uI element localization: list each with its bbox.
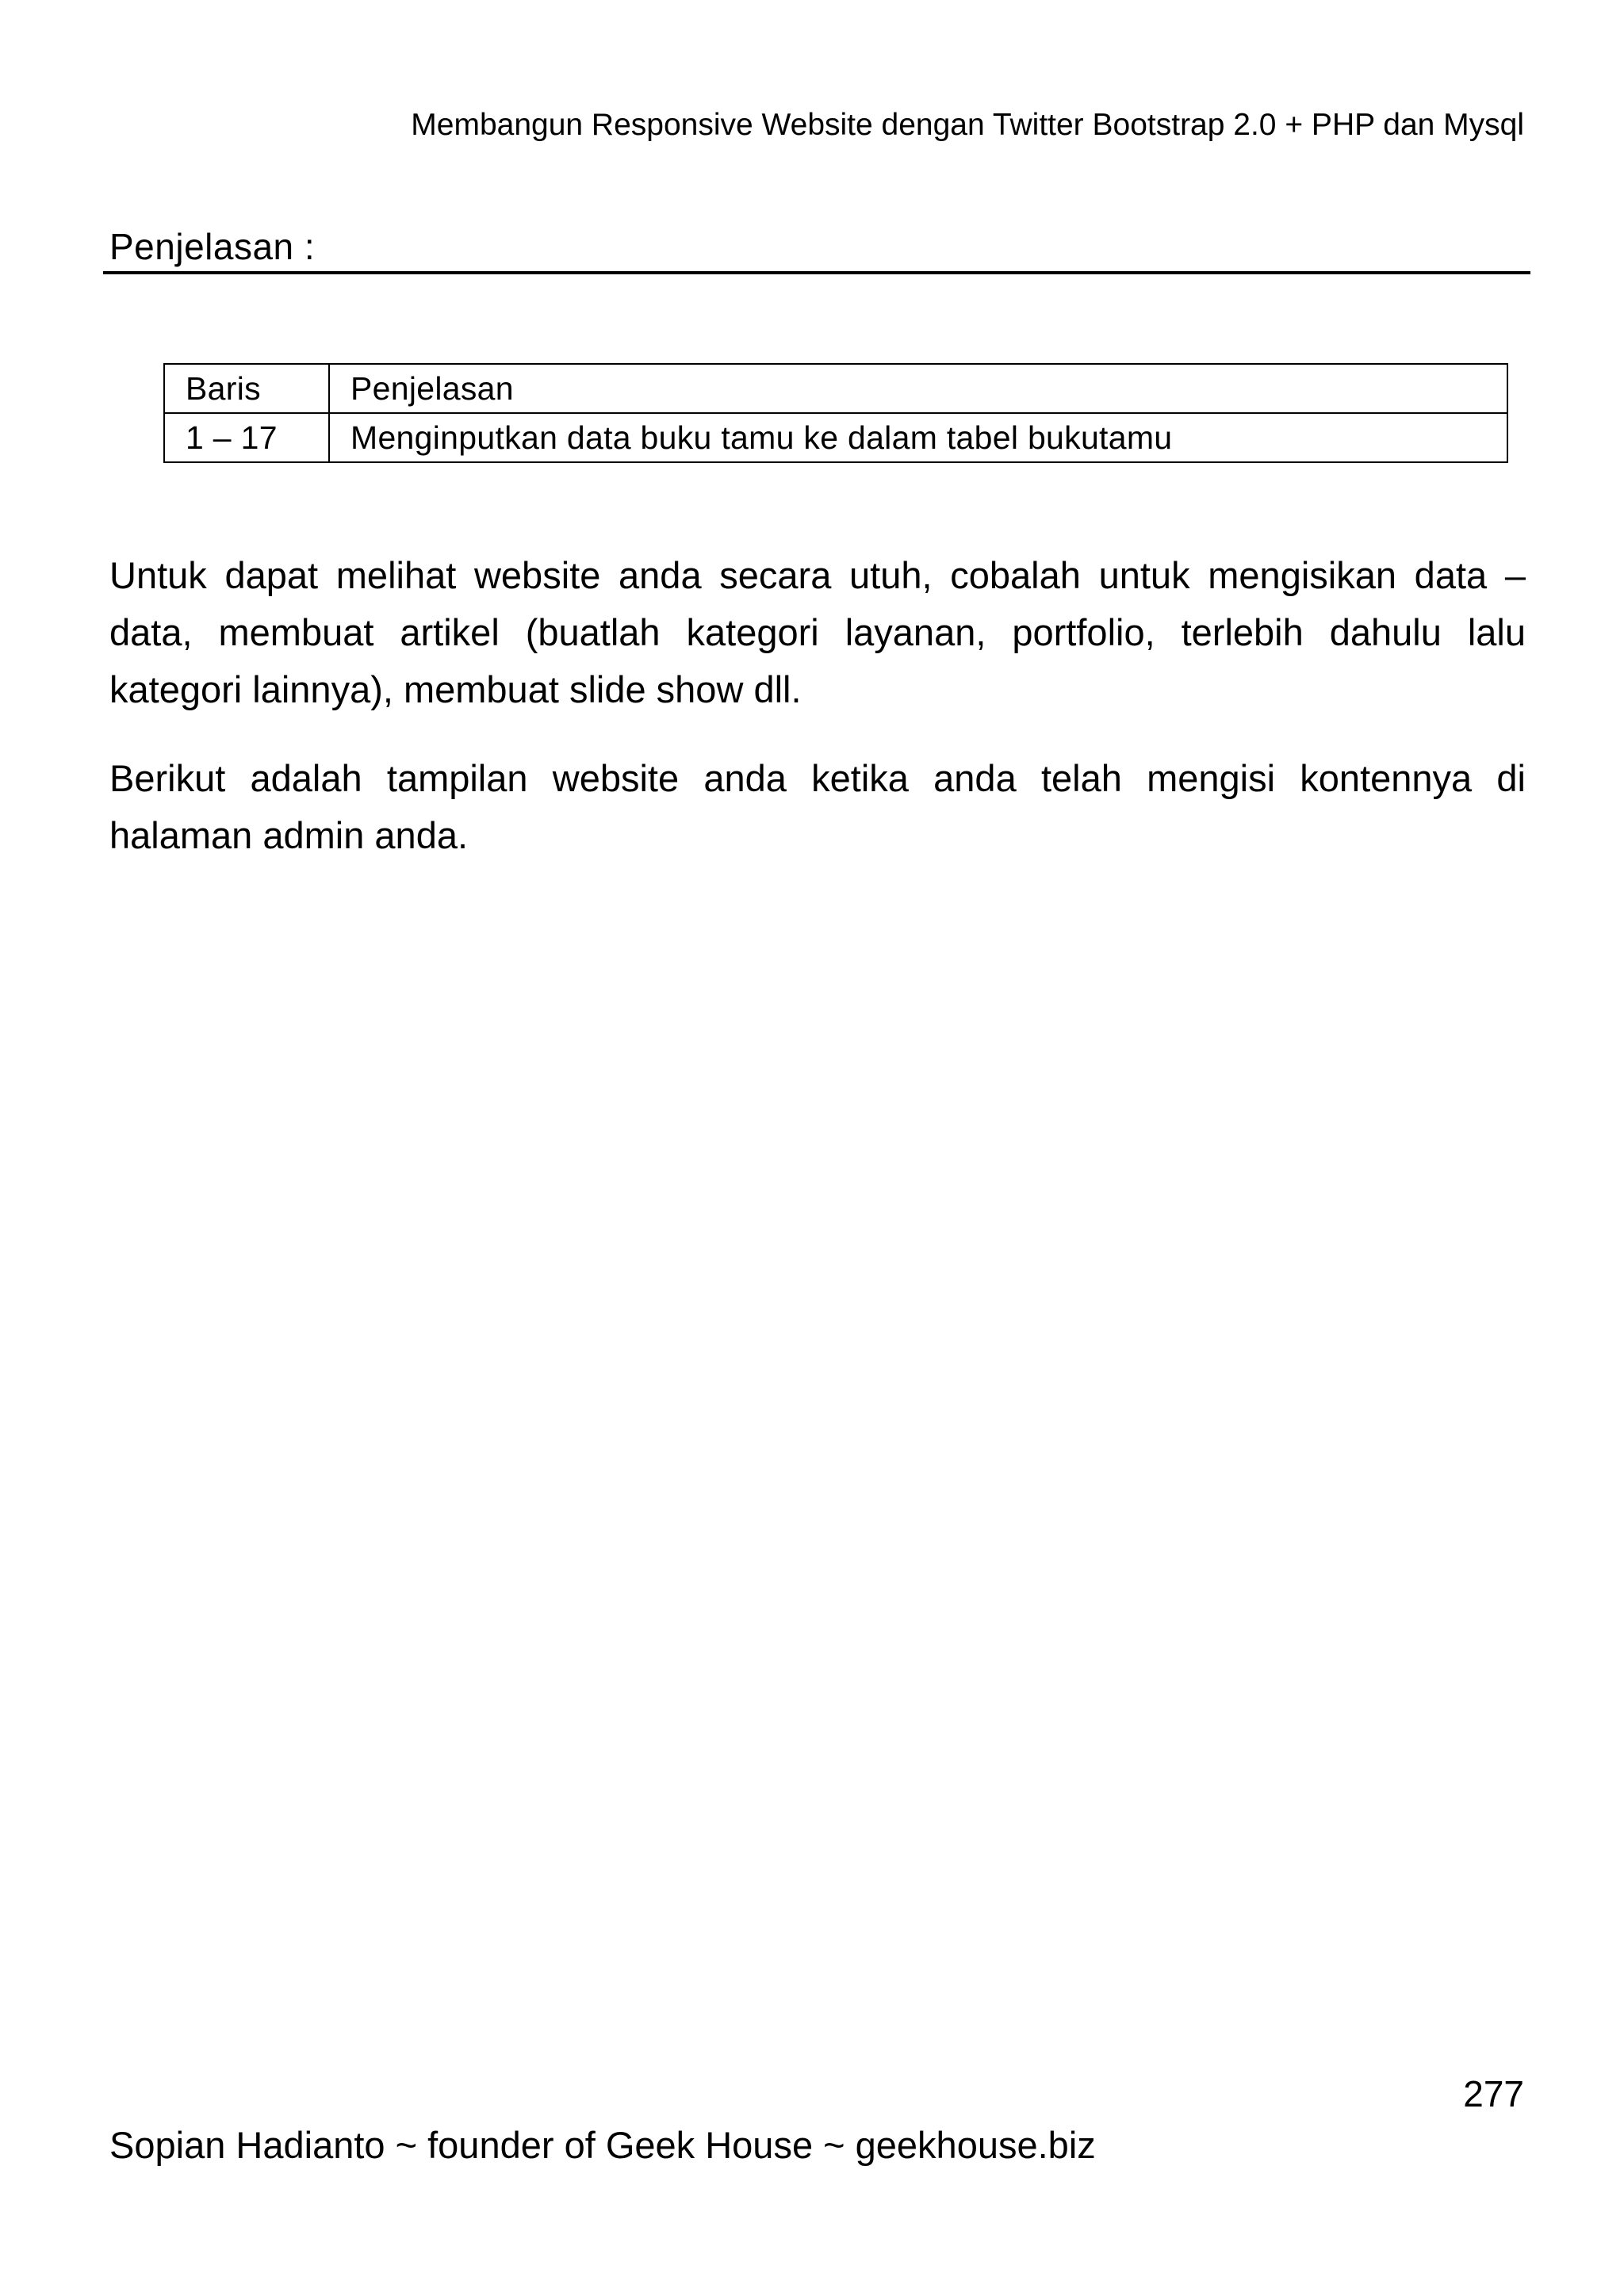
table-cell-penjelasan: Menginputkan data buku tamu ke dalam tabel bukutamu <box>329 413 1507 462</box>
table-header-penjelasan: Penjelasan <box>329 364 1507 413</box>
footer-credit: Sopian Hadianto ~ founder of Geek House ~ geekhouse.biz <box>109 2124 1096 2166</box>
section-heading <box>103 225 1530 274</box>
body-paragraph-2: Berikut adalah tampilan website anda ketika anda telah mengisi kontennya di halaman admin anda. <box>109 757 1526 856</box>
table-header-baris: Baris <box>164 364 329 413</box>
body-paragraph-1: Untuk dapat melihat website anda secara utuh, cobalah untuk mengisikan data – data, membuat artikel (buatlah kategori layanan, portfolio, terlebih dahulu lalu kategori lainnya), membuat slide show dll. <box>109 554 1526 710</box>
page-number: 277 <box>1463 2073 1524 2114</box>
table-row <box>164 413 1507 462</box>
running-header: Membangun Responsive Website dengan Twitter Bootstrap 2.0 + PHP dan Mysql <box>411 108 1524 142</box>
table-cell-baris: 1 – 17 <box>164 413 329 462</box>
table-header-row <box>164 364 1507 413</box>
explanation-table <box>163 363 1508 463</box>
section-heading-text: Penjelasan : <box>109 226 316 267</box>
